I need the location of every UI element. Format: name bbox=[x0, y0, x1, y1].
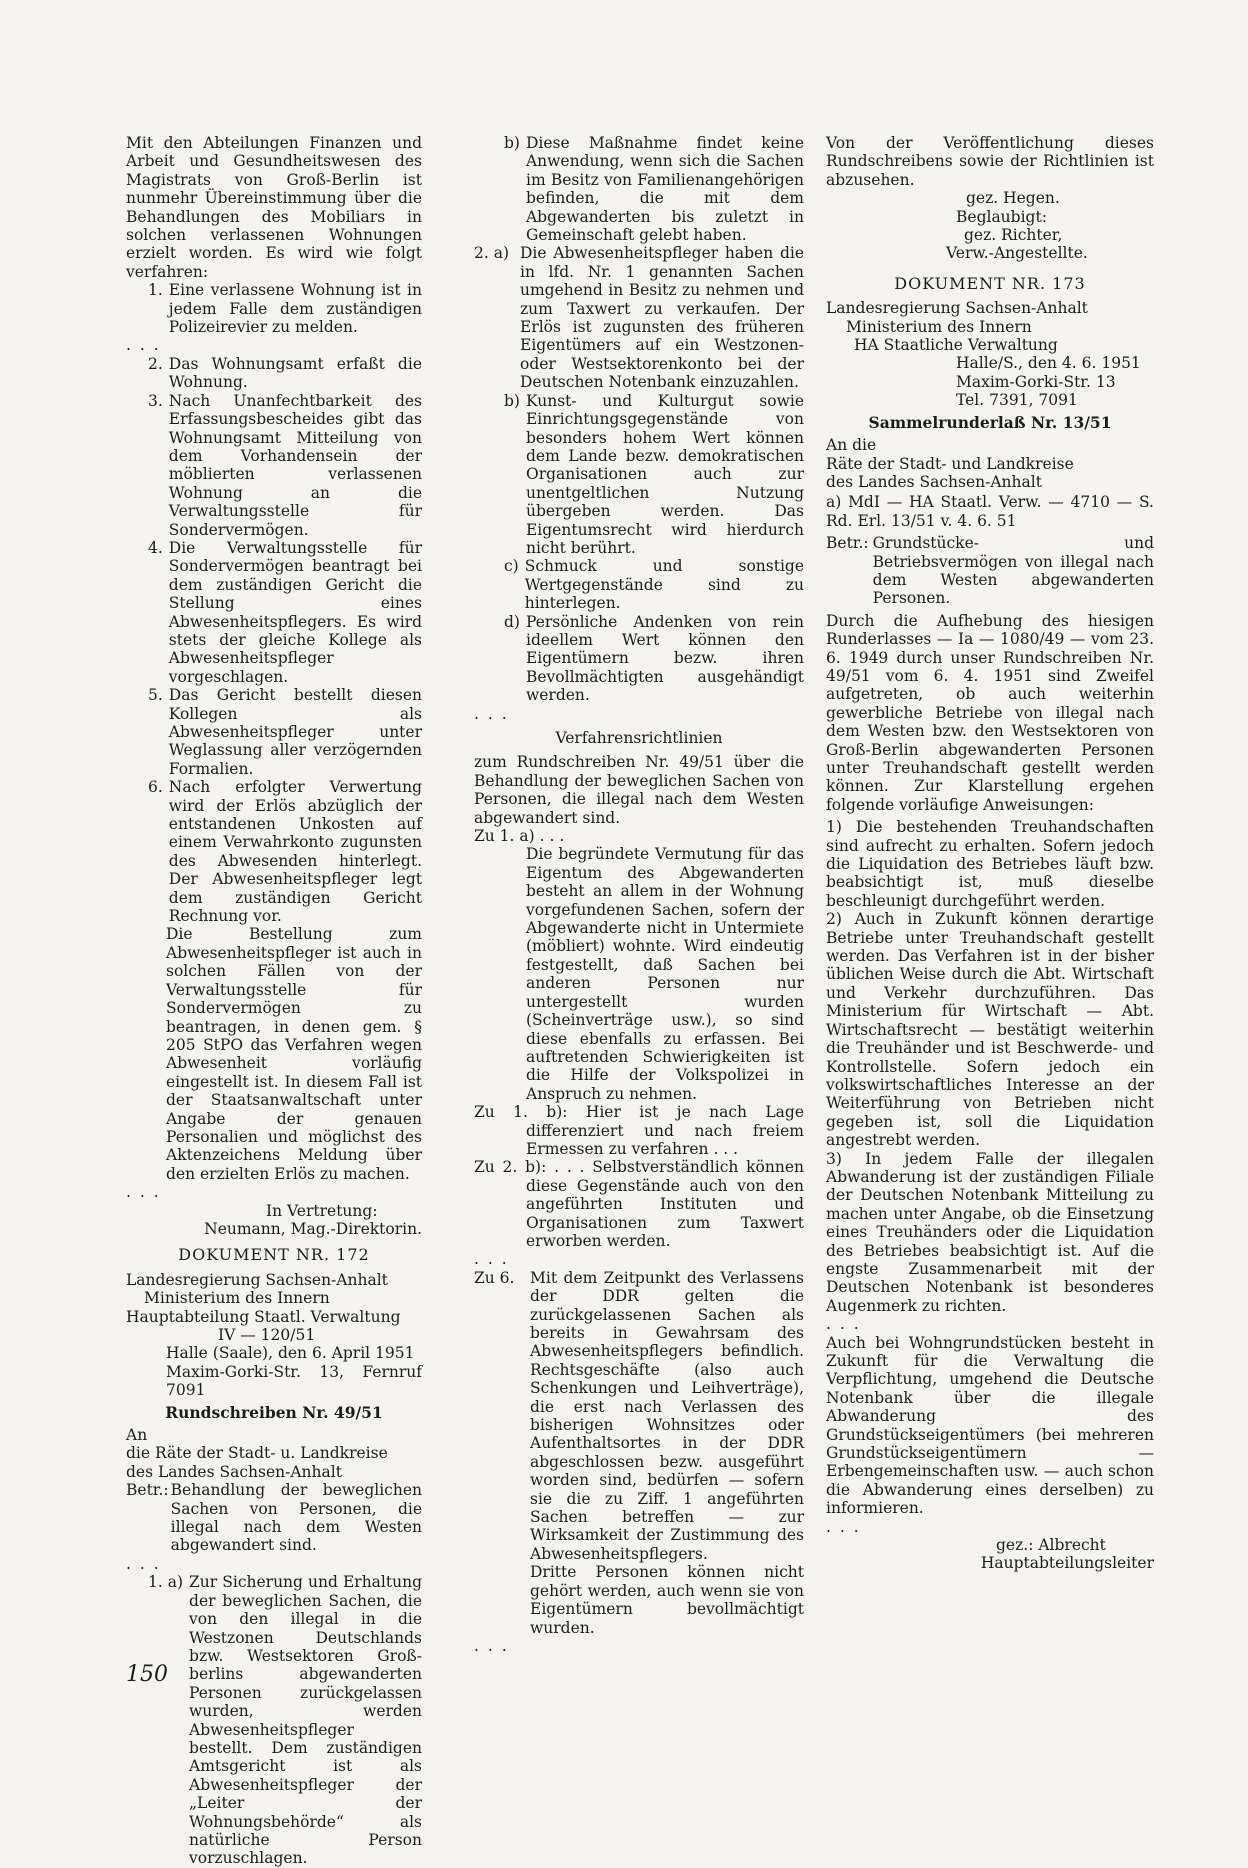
document-heading: DOKUMENT NR. 173 bbox=[894, 273, 1086, 293]
paragraph: Dritte Personen können nicht gehört werden, auch wenn sie von Eigentümern bevollmächtigt wurden. bbox=[530, 1563, 804, 1637]
place-date: Halle (Saale), den 6. April 1951 bbox=[166, 1344, 415, 1363]
column-right bbox=[826, 134, 1154, 1573]
list-item: 1. Eine verlassene Wohnung ist in jedem Falle dem zuständigen Polizeirevier zu melden. bbox=[148, 281, 422, 337]
reference: a) MdI — HA Staatl. Verw. — 4710 — S. Rd. Erl. 13/51 v. 4. 6. 51 bbox=[826, 493, 1154, 530]
ellipsis: . . . bbox=[474, 704, 509, 723]
list-item: 5. Das Gericht bestellt diesen Kollegen als Abwesenheitspfleger unter Weglassung aller verzögernden Formalien. bbox=[148, 686, 422, 778]
address: Maxim-Gorki-Str. 13, Fernruf 7091 bbox=[166, 1362, 422, 1400]
sender-line: Landesregierung Sachsen-Anhalt bbox=[126, 1270, 388, 1289]
recipient-line: die Räte der Stadt- u. Landkreise bbox=[126, 1444, 388, 1463]
place-line: Halle/S., den 4. 6. 1951 bbox=[956, 354, 1141, 373]
reference: IV — 120/51 bbox=[218, 1326, 316, 1344]
list-item: b) Diese Maßnahme findet keine Anwendung, wenn sich die Sachen im Besitz von Familienangehörigen befinden, die mit dem Abgewanderten bis zuletzt in Gemeinschaft gelebt haben. bbox=[504, 134, 804, 245]
ellipsis: . . . bbox=[474, 1250, 509, 1269]
sender-line: HA Staatliche Verwaltung bbox=[854, 336, 1058, 355]
paragraph: Zu 1. b): Hier ist je nach Lage differenziert und nach freiem Ermessen zu verfahren . . . bbox=[474, 1103, 804, 1158]
sender-line: Ministerium des Innern bbox=[144, 1289, 330, 1308]
list-item: 4. Die Verwaltungsstelle für Sondervermögen beantragt bei dem zuständigen Gericht die Stellung eines Abwesenheitspflegers. Es wird stets der gleiche Kollege als Abwesenheitspfleger vorgeschlagen. bbox=[148, 538, 422, 686]
signature-line: gez. Hegen. bbox=[966, 189, 1060, 208]
recipient-line: An bbox=[126, 1426, 148, 1445]
recipient-line: des Landes Sachsen-Anhalt bbox=[826, 472, 1042, 491]
document-heading: DOKUMENT NR. 172 bbox=[178, 1245, 370, 1265]
ellipsis: . . . bbox=[826, 1315, 861, 1334]
subject-line: Betr.: Behandlung der beweglichen Sachen von Personen, die illegal nach dem Westen abgewandert sind. bbox=[126, 1481, 422, 1555]
signature-name: Neumann, Mag.-Direktorin. bbox=[204, 1219, 422, 1238]
paragraph: Auch bei Wohngrundstücken besteht in Zukunft für die Verwaltung die Verpflichtung, umgehend die Deutsche Notenbank über die illegale Abwanderung des Grundstückseigentümers (bei mehreren Grundstückseigentümern — Erbengemeinschaften usw. — auch schon die Abwanderung eines derselben) zu informieren. bbox=[826, 1333, 1154, 1518]
recipient-line: des Landes Sachsen-Anhalt bbox=[126, 1462, 342, 1481]
recipient-line: Räte der Stadt- und Landkreise bbox=[826, 454, 1074, 473]
ellipsis: . . . bbox=[126, 336, 161, 355]
sender-line: Landesregierung Sachsen-Anhalt bbox=[826, 299, 1088, 318]
ellipsis: . . . bbox=[474, 1636, 509, 1655]
signature-line: Verw.-Angestellte. bbox=[946, 244, 1088, 263]
ellipsis: . . . bbox=[126, 1183, 161, 1202]
ellipsis: . . . bbox=[826, 1517, 861, 1536]
list-item: 3. Nach Unanfechtbarkeit des Erfassungsbescheides gibt das Wohnungsamt Mitteilung von dem Vorhandensein der möblierten verlassenen Wohnung an die Verwaltungsstelle für Sondervermögen. bbox=[148, 391, 422, 539]
paragraph: Die Bestellung zum Abwesenheitspfleger ist auch in solchen Fällen von der Verwaltungsstelle für Sondervermögen zu beantragen, in denen gem. § 205 StPO das Verfahren wegen Abwesenheit vorläufig eingestellt ist. In diesem Fall ist der Staatsanwaltschaft unter Angabe der genauen Personalien und möglichst des Aktenzeichens Meldung über den erzielten Erlös zu machen. bbox=[166, 925, 422, 1183]
paragraph: 2) Auch in Zukunft können derartige Betriebe unter Treuhandschaft gestellt werden. Das Verfahren ist in der bisher üblichen Weise durch die Abt. Wirtschaft und Verkehr durchzuführen. Das Ministerium für Wirtschaft — Abt. Wirtschaftsrecht — bestätigt weiterhin die Treuhänder und ist Beschwerde- und Kontrollstelle. Sofern jedoch ein volkswirtschaftliches Interesse an der Weiterführung von Betrieben nicht gegeben ist, soll die Liquidation angestrebt werden. bbox=[826, 910, 1154, 1150]
signature-line: Beglaubigt: bbox=[956, 207, 1047, 226]
signature-line: In Vertretung: bbox=[266, 1201, 378, 1220]
paragraph: 1) Die bestehenden Treuhandschaften sind aufrecht zu erhalten. Sofern jedoch die Liquidation des Betriebes läuft bzw. beabsichtigt ist, muß dieselbe beschleunigt durchgeführt werden. bbox=[826, 818, 1154, 910]
signature-title: Hauptabteilungsleiter bbox=[980, 1554, 1154, 1573]
paragraph: Von der Veröffentlichung dieses Rundschreibens sowie der Richtlinien ist abzusehen. bbox=[826, 134, 1154, 189]
section-heading: Verfahrensrichtlinien bbox=[555, 729, 723, 747]
sender-line: Ministerium des Innern bbox=[846, 317, 1032, 336]
circular-title: Rundschreiben Nr. 49/51 bbox=[165, 1402, 383, 1422]
list-item: 6. Nach erfolgter Verwertung wird der Erlös abzüglich der entstandenen Unkosten auf einem Verwahrkonto zugunsten des Abwesenden hinterlegt. Der Abwesenheitspfleger legt dem zuständigen Gericht Rechnung vor. bbox=[148, 778, 422, 926]
list-item: 1. a) Zur Sicherung und Erhaltung der beweglichen Sachen, die von den illegal in die Westzonen Deutschlands bzw. Westsektoren Groß-berlins abgewanderten Personen zurückgelassen wurden, werden Abwesenheitspfleger bestellt. Dem zuständigen Amtsgericht ist als Abwesenheitspfleger der „Leiter der Wohnungsbehörde“ als natürliche Person vorzuschlagen. bbox=[148, 1573, 422, 1868]
list-item: 2. Das Wohnungsamt erfaßt die Wohnung. bbox=[148, 354, 422, 392]
sender-line: Hauptabteilung Staatl. Verwaltung bbox=[126, 1307, 401, 1326]
column-left bbox=[126, 134, 422, 1868]
list-item: b) Kunst- und Kulturgut sowie Einrichtungsgegenstände von besonders hohem Wert können dem Lande bezw. demokratischen Organisationen auch zur unentgeltlichen Nutzung übergeben werden. Das Eigentumsrecht wird hierdurch nicht berührt. bbox=[504, 391, 804, 557]
paragraph: zum Rundschreiben Nr. 49/51 über die Behandlung der beweglichen Sachen von Personen, die illegal nach dem Westen abgewandert sind. bbox=[474, 753, 804, 827]
intro-paragraph: Mit den Abteilungen Finanzen und Arbeit und Gesundheitswesen des Magistrats von Groß-Berlin ist nunmehr Übereinstimmung über die Behandlungen des Mobiliars in solchen verlassenen Wohnungen erzielt worden. Es wird wie folgt verfahren: bbox=[126, 134, 422, 281]
list-item: c) Schmuck und sonstige Wertgegenstände sind zu hinterlegen. bbox=[504, 557, 804, 613]
ellipsis: . . . bbox=[126, 1554, 161, 1573]
page-number: 150 bbox=[126, 1662, 168, 1687]
paragraph: 3) In jedem Falle der illegalen Abwanderung ist der zuständigen Filiale der Deutschen Notenbank Mitteilung zu machen unter Angabe, ob die Einsetzung eines Treuhänders oder die Liquidation des Betriebes beabsichtigt ist. Auf die engste Zusammenarbeit mit der Deutschen Notenbank ist besonderes Augenmerk zu richten. bbox=[826, 1149, 1154, 1315]
place-line: Maxim-Gorki-Str. 13 bbox=[956, 372, 1116, 391]
label: Zu 1. a) . . . bbox=[474, 827, 565, 846]
circular-title: Sammelrunderlaß Nr. 13/51 bbox=[868, 412, 1112, 432]
signature-line: gez. Richter, bbox=[964, 226, 1063, 245]
paragraph: Zu 2. b): . . . Selbstverständlich können diese Gegenstände auch von den angeführten Instituten und Organisationen zum Taxwert erworben werden. bbox=[474, 1158, 804, 1250]
column-middle bbox=[474, 134, 804, 1655]
subject-line: Betr.: Grundstücke- und Betriebsvermögen von illegal nach dem Westen abgewanderten Personen. bbox=[826, 534, 1154, 608]
paragraph: Die begründete Vermutung für das Eigentum des Abgewanderten besteht an allem in der Wohnung vorgefundenen Sachen, sofern der Abgewanderte nicht in Untermiete (möbliert) wohnte. Wird eindeutig festgestellt, daß Sachen bei anderen Personen nur untergestellt wurden (Scheinverträge usw.), so sind diese ebenfalls zu erfassen. Bei auftretenden Schwierigkeiten ist die Hilfe der Volkspolizei in Anspruch zu nehmen. bbox=[526, 845, 804, 1103]
place-line: Tel. 7391, 7091 bbox=[956, 391, 1078, 410]
list-item: d) Persönliche Andenken von rein ideellem Wert können den Eigentümern bezw. ihren Bevollmächtigten ausgehändigt werden. bbox=[504, 612, 804, 705]
signature-line: gez.: Albrecht bbox=[996, 1536, 1106, 1555]
paragraph: Durch die Aufhebung des hiesigen Runderlasses — Ia — 1080/49 — vom 23. 6. 1949 durch unser Rundschreiben Nr. 49/51 vom 6. 4. 1951 sind Zweifel aufgetreten, ob auch weiterhin gewerbliche Betriebe von illegal nach dem Westen bzw. den Westsektoren von Groß-Berlin abgewanderten Personen unter Treuhandschaft gestellt werden können. Zur Klarstellung ergehen folgende vorläufige Anweisungen: bbox=[826, 611, 1154, 814]
recipient-line: An die bbox=[826, 436, 877, 455]
list-item: Zu 6. Mit dem Zeitpunkt des Verlassens der DDR gelten die zurückgelassenen Sachen als bereits in Gewahrsam des Abwesenheitspflegers befindlich. Rechtsgeschäfte (also auch Schenkungen und Leihverträge), die erst nach Verlassen des bisherigen Wohnsitzes oder Aufenthaltsortes in der DDR abgeschlossen bezw. ausgeführt worden sind, bedürfen — sofern sie die zu Ziff. 1 angeführten Sachen betreffen — zur Wirksamkeit der Zustimmung des Abwesenheitspflegers. bbox=[474, 1268, 804, 1563]
list-item: 2. a) Die Abwesenheitspfleger haben die in lfd. Nr. 1 genannten Sachen umgehend in Besitz zu nehmen und zum Taxwert zu verkaufen. Der Erlös ist zugunsten des früheren Eigentümers auf ein Westzonen- oder Westsektorenkonto bei der Deutschen Notenbank einzuzahlen. bbox=[474, 244, 804, 392]
